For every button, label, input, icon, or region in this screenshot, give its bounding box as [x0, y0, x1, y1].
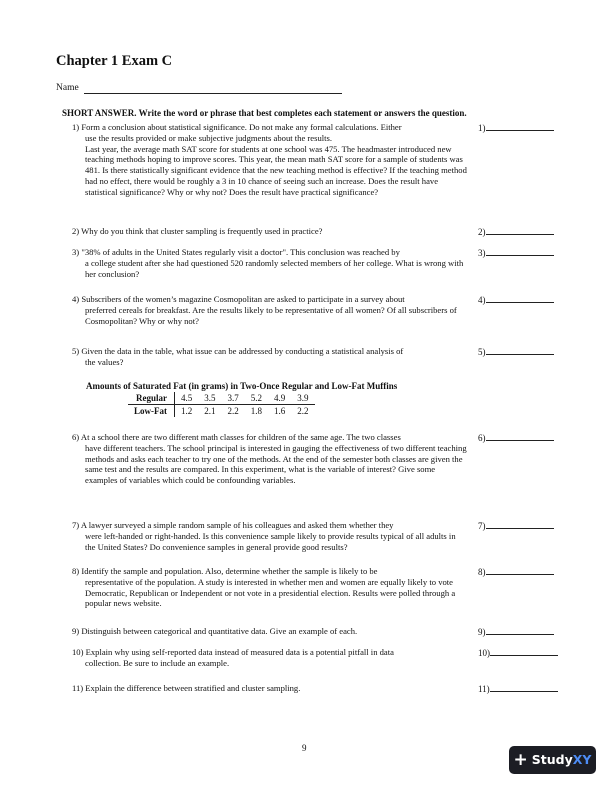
question-2 [72, 226, 468, 237]
answer-blank-5[interactable]: 5) [478, 346, 554, 357]
table-cell: 4.5 [175, 392, 199, 405]
question-5 [72, 346, 468, 368]
table-cell: 1.8 [250, 406, 262, 416]
table-cell: 1.6 [274, 406, 286, 416]
question-number: 1) [72, 122, 80, 132]
answer-blank-8[interactable]: 8) [478, 566, 554, 577]
question-6 [72, 432, 468, 486]
answer-blank-3[interactable]: 3) [478, 247, 554, 258]
question-10 [72, 647, 468, 669]
question-1 [72, 122, 468, 198]
question-number: 3) [72, 247, 80, 257]
question-text: Why do you think that cluster sampling is frequently used in practice? [81, 226, 323, 236]
studyxy-badge[interactable] [509, 746, 596, 774]
question-text: Identify the sample and population. Also, determine whether the sample is likely to be [81, 566, 378, 576]
question-3 [72, 247, 468, 279]
question-text-cont: representative of the population. A study is interested in whether men and women are equally likely to vote Democratic, Republican or Independent or not vote in a presidential election. Results were polled through a popular news website. [85, 576, 456, 609]
question-text: "38% of adults in the United States regularly visit a doctor". This conclusion was reached by [81, 247, 400, 257]
question-text: Explain why using self-reported data instead of measured data is a potential pitfall in data [85, 647, 394, 657]
table-cell: 4.9 [268, 392, 291, 405]
name-field[interactable] [84, 93, 342, 94]
question-text-cont: were left-handed or right-handed. Is this convenience sample likely to provide results typical of all adults in the United States? Do convenience samples in general provide good results? [85, 530, 456, 552]
instructions: SHORT ANSWER. Write the word or phrase that best completes each statement or answers the question. [62, 108, 467, 118]
muffin-fat-table [128, 392, 315, 417]
table-cell: 1.2 [181, 406, 193, 416]
table-cell: 3.5 [198, 392, 221, 405]
question-number: 9) [72, 626, 80, 636]
question-text-cont: preferred cereals for breakfast. Are the results likely to be representative of all women? Of all subscribers of Cosmopolitan? Why or why not? [85, 304, 457, 326]
question-number: 4) [72, 294, 80, 304]
brand-logo: StudyXY [531, 751, 592, 767]
question-7 [72, 520, 468, 552]
table-cell: 3.7 [222, 392, 245, 405]
answer-blank-7[interactable]: 7) [478, 520, 554, 531]
question-text: Subscribers of the women’s magazine Cosmopolitan are asked to participate in a survey about [81, 294, 405, 304]
question-text-cont: collection. Be sure to include an example. [85, 657, 230, 668]
question-text: Distinguish between categorical and quantitative data. Give an example of each. [81, 626, 358, 636]
table-cell: 2.2 [227, 406, 239, 416]
question-number: 5) [72, 346, 80, 356]
question-number: 2) [72, 226, 80, 236]
question-text: At a school there are two different math classes for children of the same age. The two classes [80, 432, 401, 442]
answer-blank-1[interactable]: 1) [478, 122, 554, 133]
table-title: Amounts of Saturated Fat (in grams) in Two-Once Regular and Low-Fat Muffins [86, 381, 398, 391]
row-label: Regular [128, 392, 175, 405]
question-number: 6) [72, 432, 80, 442]
question-8 [72, 566, 468, 609]
answer-blank-2[interactable]: 2) [478, 226, 554, 237]
answer-blank-4[interactable]: 4) [478, 294, 554, 305]
question-text-cont: a college student after she had questioned 520 randomly selected members of her college. What is wrong with her conclusion? [85, 257, 464, 279]
table-row [128, 405, 315, 418]
plus-icon: + [513, 749, 528, 770]
table-cell: 3.9 [291, 392, 314, 405]
answer-blank-6[interactable]: 6) [478, 432, 554, 443]
name-label: Name [56, 83, 79, 93]
question-11 [72, 683, 468, 694]
answer-blank-11[interactable]: 11) [478, 683, 558, 694]
question-text-cont: use the results provided or make subjective judgments about the results. Last year, the average math SAT score for students at one school was 475. The headmaster introduced new teaching methods hoping to improve scores. This year, the mean math SAT score for a sample of students was 481. Is there statistically significant evidence that the new teaching method is effective? If the teaching method had no effect, there would be roughly a 3 in 10 chance of seeing such an increase. Does the result have statistical significance? Why or why not? Does the result have practical significance? [85, 132, 467, 197]
answer-blank-10[interactable]: 10) [478, 647, 558, 658]
question-number: 11) [72, 683, 84, 693]
table-cell: 5.2 [245, 392, 268, 405]
table-row [128, 392, 315, 405]
page-title: Chapter 1 Exam C [56, 53, 173, 69]
question-4 [72, 294, 468, 326]
question-text: A lawyer surveyed a simple random sample of his colleagues and asked them whether they [80, 520, 394, 530]
row-label: Low-Fat [128, 405, 175, 418]
answer-blank-9[interactable]: 9) [478, 626, 554, 637]
table-cell: 2.2 [297, 406, 309, 416]
page-number: 9 [302, 743, 307, 753]
question-text-cont: the values? [85, 356, 124, 367]
question-text: Explain the difference between stratified and cluster sampling. [85, 683, 301, 693]
question-number: 7) [72, 520, 80, 530]
question-number: 10) [72, 647, 84, 657]
question-text-cont: have different teachers. The school principal is interested in gauging the effectiveness of two different teaching methods and asks each teacher to try one of the methods. At the end of the semester both classes are given the same test and the results are compared. In this experiment, what is the variable of interest? Give some examples of variables which could be confounding variables. [85, 442, 467, 486]
question-text: Given the data in the table, what issue can be addressed by conducting a statistical analysis of [81, 346, 404, 356]
table-cell: 2.1 [204, 406, 216, 416]
question-number: 8) [72, 566, 80, 576]
question-text: Form a conclusion about statistical significance. Do not make any formal calculations. Either [81, 122, 402, 132]
question-9 [72, 626, 468, 637]
